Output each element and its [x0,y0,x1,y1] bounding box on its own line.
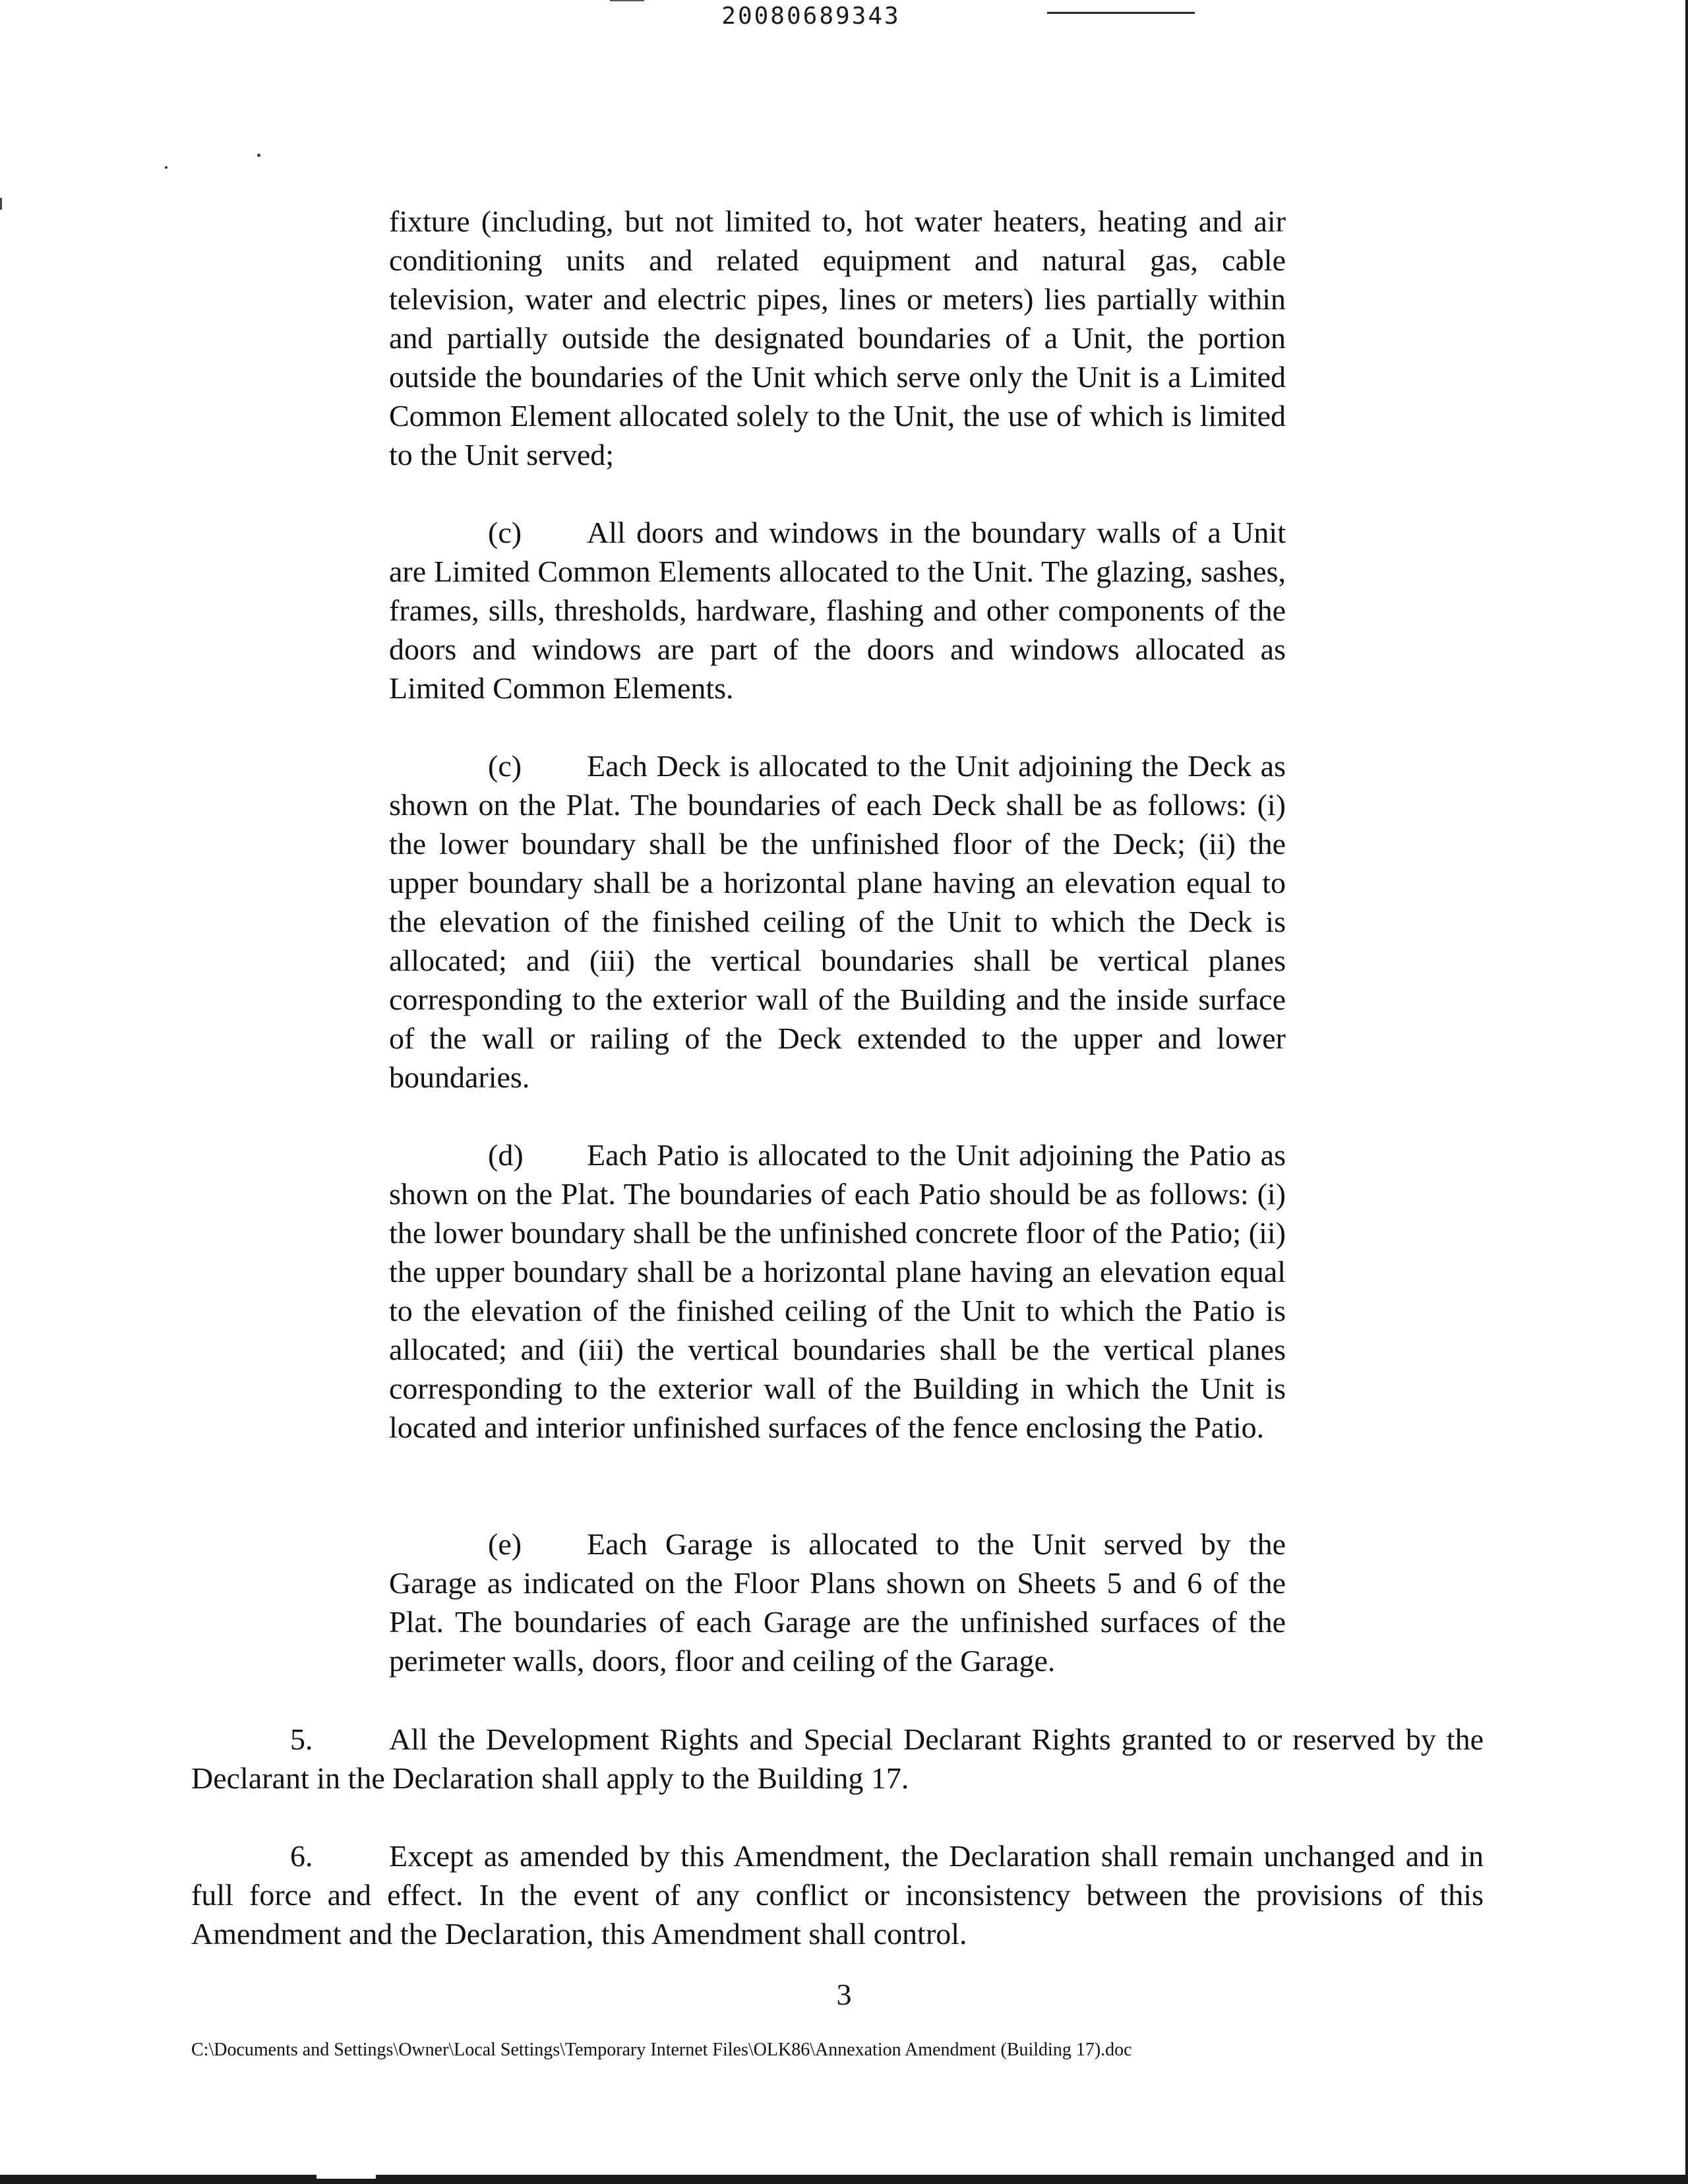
subsection-label: (e) [488,1527,522,1561]
continuation-paragraph: fixture (including, but not limited to, hot water heaters, heating and air conditioning units and related equipment and natural gas, cable television, water and electric pipes, lines or meters) lies partially within and partially outside the designated boundaries of a Unit, the portion outside the boundaries of the Unit which serve only the Unit is a Limited Common Element allocated solely to the Unit, the use of which is limited to the Unit served; [389,204,1286,471]
section-number: 5. [290,1722,313,1756]
document-number: 20080689343 [721,3,901,30]
subsection-c-doors-windows [389,513,1286,708]
subsection-text: All doors and windows in the boundary walls of a Unit are Limited Common Elements allocated to the Unit. The glazing, sashes, frames, sills, thresholds, hardware, flashing and other components of the doors and windows are part of the doors and windows allocated as Limited Common Elements. [389,516,1286,705]
subsection-c-deck [389,746,1286,1097]
subsection-text: Each Deck is allocated to the Unit adjoining the Deck as shown on the Plat. The boundaries of each Deck shall be as follows: (i) the lower boundary shall be the unfinished floor of the Deck; (ii) the upper boundary shall be a horizontal plane having an elevation equal to the elevation of the finished ceiling of the Unit to which the Deck is allocated; and (iii) the vertical boundaries shall be vertical planes corresponding to the exterior wall of the Building and the inside surface of the wall or railing of the Deck extended to the upper and lower boundaries. [389,749,1286,1094]
scan-border-gap [316,2175,376,2179]
subsection-e-garage [389,1525,1286,1680]
scan-speck [257,154,260,157]
section-5 [191,1720,1484,1798]
section-text: All the Development Rights and Special Declarant Rights granted to or reserved by the Declarant in the Declaration shall apply to the Building 17. [191,1722,1484,1795]
scan-artifact [610,0,644,1]
header-rule [1047,12,1195,14]
subsection-label: (c) [488,516,522,549]
scan-edge-mark [0,198,2,210]
subsection-text: Each Patio is allocated to the Unit adjoining the Patio as shown on the Plat. The boundaries of each Patio should be as follows: (i) the lower boundary shall be the unfinished concrete floor of the Patio; (ii) the upper boundary shall be a horizontal plane having an elevation equal to the elevation of the finished ceiling of the Unit to which the Patio is allocated; and (iii) the vertical boundaries shall be the vertical planes corresponding to the exterior wall of the Building in which the Unit is located and interior unfinished surfaces of the fence enclosing the Patio. [389,1138,1286,1444]
subsection-d-patio [389,1136,1286,1447]
page-number: 3 [836,1978,852,2011]
scan-speck [165,166,167,169]
subsection-label: (d) [488,1138,524,1172]
section-text: Except as amended by this Amendment, the Declaration shall remain unchanged and in full force and effect. In the event of any conflict or inconsistency between the provisions of this Amendment and the Declaration, this Amendment shall control. [191,1839,1484,1951]
section-6 [191,1836,1484,1953]
subsection-label: (c) [488,749,522,783]
scan-right-border [1685,0,1688,2184]
footer-file-path: C:\Documents and Settings\Owner\Local Settings\Temporary Internet Files\OLK86\Annexation Amendment (Building 17).doc [191,2040,1132,2060]
scan-bottom-border [0,2175,1688,2184]
subsection-text: Each Garage is allocated to the Unit served by the Garage as indicated on the Floor Plans shown on Sheets 5 and 6 of the Plat. The boundaries of each Garage are the unfinished surfaces of the perimeter walls, doors, floor and ceiling of the Garage. [389,1527,1286,1678]
section-number: 6. [290,1839,313,1873]
